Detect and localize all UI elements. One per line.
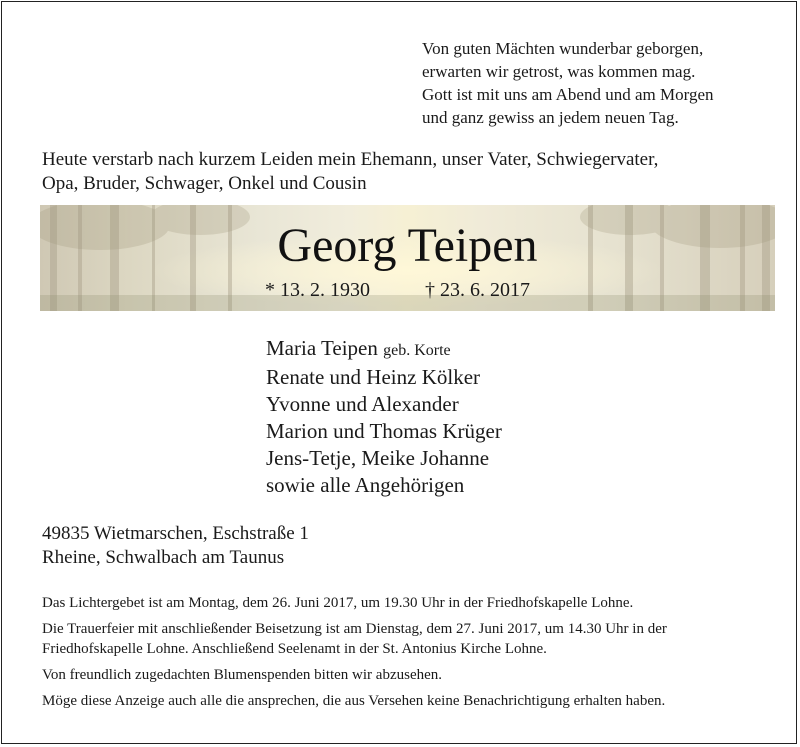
prayer-note: Das Lichtergebet ist am Montag, dem 26. Juni 2017, um 19.30 Uhr in der Friedhofskapelle Lohne. [42,595,634,611]
address-block [42,522,309,570]
service-notes [42,593,772,717]
mourner-name: Maria Teipen [266,336,378,360]
death-date: † 23. 6. 2017 [425,279,530,301]
mourner-line: Jens-Tetje, Meike Johanne [266,446,490,470]
mourners-list [266,335,502,499]
funeral-note-line: Friedhofskapelle Lohne. Anschließend Seelenamt in der St. Antonius Kirche Lohne. [42,641,547,657]
address-line: 49835 Wietmarschen, Eschstraße 1 [42,523,309,544]
intro-line: Heute verstarb nach kurzem Leiden mein Ehemann, unser Vater, Schwiegervater, [42,149,659,170]
funeral-note [42,619,772,659]
deceased-name: Georg Teipen [277,219,538,272]
birth-date: * 13. 2. 1930 [265,279,370,301]
motto-line: Gott ist mit uns am Abend und am Morgen [422,85,714,104]
mourner-line: sowie alle Angehörigen [266,473,465,497]
motto-verse [422,37,714,129]
forest-banner [40,205,775,311]
mourner-line: Renate und Heinz Kölker [266,365,481,389]
flowers-note: Von freundlich zugedachten Blumenspenden bitten wir abzusehen. [42,667,443,683]
intro-text [42,148,658,196]
intro-line: Opa, Bruder, Schwager, Onkel und Cousin [42,173,367,194]
maiden-name-note: geb. Korte [383,342,451,359]
mourner-line: Yvonne und Alexander [266,392,459,416]
apology-note: Möge diese Anzeige auch alle die ansprechen, die aus Versehen keine Benachrichtigung erhalten haben. [42,693,666,709]
motto-line: Von guten Mächten wunderbar geborgen, [422,39,704,58]
address-line: Rheine, Schwalbach am Taunus [42,547,285,568]
motto-line: erwarten wir getrost, was kommen mag. [422,62,696,81]
mourner-line: Marion und Thomas Krüger [266,419,502,443]
funeral-note-line: Die Trauerfeier mit anschließender Beisetzung ist am Dienstag, dem 27. Juni 2017, um 14.30 Uhr in der [42,621,667,637]
motto-line: und ganz gewiss an jedem neuen Tag. [422,108,679,127]
mourner-line [266,335,502,364]
